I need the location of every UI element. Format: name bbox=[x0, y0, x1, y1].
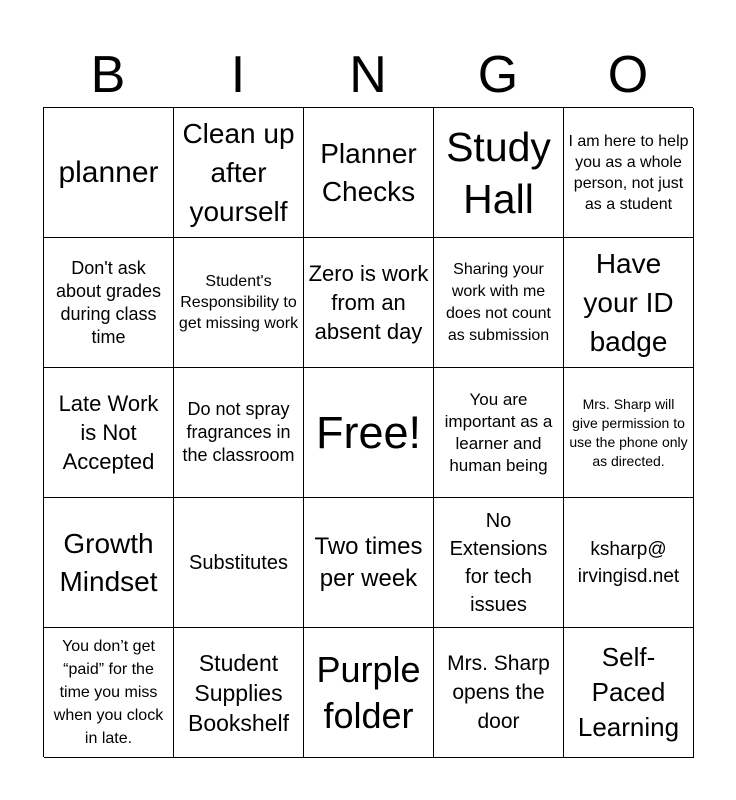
bingo-cell[interactable] bbox=[44, 368, 174, 498]
cell-text: Substitutes bbox=[189, 551, 288, 574]
cell-text: Free! bbox=[315, 406, 422, 458]
bingo-cell[interactable] bbox=[564, 108, 694, 238]
cell-text: You don’t get “paid” for the time you miss when you clock in late. bbox=[53, 638, 164, 747]
bingo-cell[interactable] bbox=[434, 628, 564, 758]
cell-text: I am here to help you as a whole person, not just as a student bbox=[568, 132, 689, 213]
header-letter-b: B bbox=[90, 46, 126, 104]
cell-text: ksharp@ irvingisd.net bbox=[577, 538, 680, 587]
cell-text: You are important as a learner and human being bbox=[444, 389, 553, 475]
bingo-cell[interactable] bbox=[174, 628, 304, 758]
cell-text: Have your ID badge bbox=[583, 248, 674, 357]
bingo-header bbox=[43, 45, 693, 105]
bingo-cell[interactable] bbox=[304, 628, 434, 758]
bingo-cell[interactable] bbox=[304, 498, 434, 628]
cell-text: planner bbox=[58, 155, 159, 189]
header-letter-n: N bbox=[349, 46, 387, 104]
bingo-cell[interactable] bbox=[434, 108, 564, 238]
bingo-board bbox=[43, 107, 693, 757]
bingo-cell[interactable] bbox=[44, 108, 174, 238]
cell-text: Student's Responsibility to get missing work bbox=[178, 273, 299, 332]
bingo-cell[interactable] bbox=[564, 628, 694, 758]
bingo-cell[interactable] bbox=[434, 498, 564, 628]
bingo-cell[interactable] bbox=[44, 628, 174, 758]
bingo-cell[interactable] bbox=[434, 238, 564, 368]
bingo-cell[interactable] bbox=[564, 368, 694, 498]
bingo-cell[interactable] bbox=[564, 238, 694, 368]
bingo-cell[interactable] bbox=[44, 498, 174, 628]
cell-text: Study Hall bbox=[446, 123, 551, 222]
cell-text: Two times per week bbox=[314, 532, 423, 592]
cell-text: Do not spray fragrances in the classroom bbox=[182, 399, 295, 465]
bingo-cell[interactable] bbox=[304, 368, 434, 498]
bingo-cell[interactable] bbox=[174, 108, 304, 238]
cell-text: Zero is work from an absent day bbox=[308, 261, 429, 344]
cell-text: Sharing your work with me does not count as submission bbox=[446, 260, 551, 344]
cell-text: Purple folder bbox=[316, 648, 421, 736]
cell-text: Mrs. Sharp will give permission to use the phone only as directed. bbox=[569, 395, 688, 469]
cell-text: No Extensions for tech issues bbox=[449, 509, 548, 616]
cell-text: Planner Checks bbox=[320, 137, 417, 207]
header-letter-i: I bbox=[230, 46, 246, 104]
bingo-cell[interactable] bbox=[434, 368, 564, 498]
cell-text: Late Work is Not Accepted bbox=[58, 391, 159, 474]
bingo-cell[interactable] bbox=[304, 238, 434, 368]
cell-text: Student Supplies Bookshelf bbox=[187, 649, 289, 736]
cell-text: Don't ask about grades during class time bbox=[55, 257, 162, 347]
bingo-cell[interactable] bbox=[44, 238, 174, 368]
cell-text: Mrs. Sharp opens the door bbox=[447, 652, 550, 733]
bingo-cell[interactable] bbox=[564, 498, 694, 628]
cell-text: Growth Mindset bbox=[59, 527, 158, 597]
bingo-cell[interactable] bbox=[174, 368, 304, 498]
cell-text: Clean up after yourself bbox=[182, 118, 295, 227]
bingo-cell[interactable] bbox=[174, 498, 304, 628]
header-letter-g: G bbox=[477, 46, 519, 104]
bingo-cell[interactable] bbox=[304, 108, 434, 238]
bingo-cell[interactable] bbox=[174, 238, 304, 368]
header-letter-o: O bbox=[607, 46, 649, 104]
cell-text: Self-Paced Learning bbox=[577, 642, 680, 742]
